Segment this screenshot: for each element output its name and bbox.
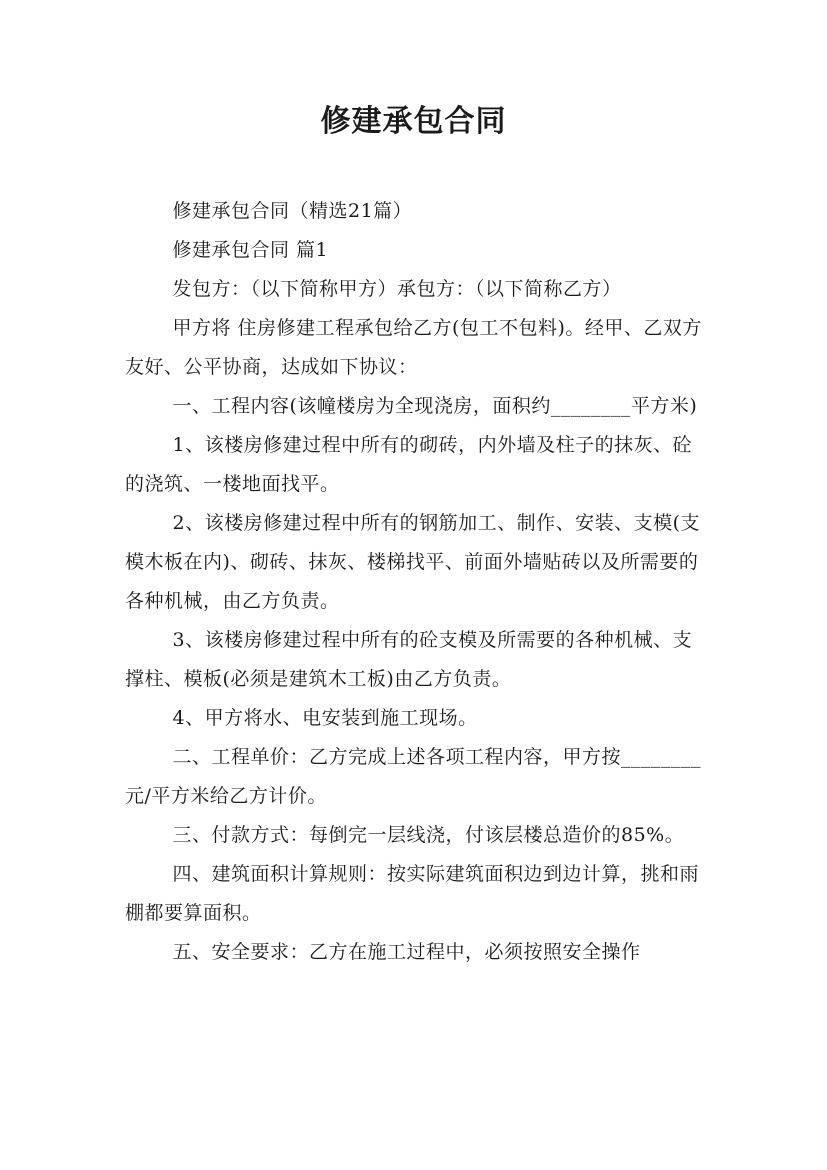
section-heading: 修建承包合同 篇1 (172, 239, 329, 261)
clause-payment: 三、付款方式：每倒完一层线浇，付该层楼总造价的85%。 (172, 824, 685, 846)
document-title: 修建承包合同 (320, 104, 507, 139)
contract-intro: 甲方将 住房修建工程承包给乙方(包工不包料)。经甲、乙双方友好、公平协商，达成如下协议： (125, 317, 702, 378)
clause-unit-price: 二、工程单价：乙方完成上述各项工程内容，甲方按________元/平方米给乙方计价。 (125, 746, 702, 807)
clause-work-content: 一、工程内容(该幢楼房为全现浇房，面积约________平方米) (172, 395, 698, 417)
clause-item-2: 2、该楼房修建过程中所有的钢筋加工、制作、安装、支模(支模木板在内)、砌砖、抹灰、楼梯找平、前面外墙贴砖以及所需要的各种机械，由乙方负责。 (125, 512, 701, 612)
clause-item-4: 4、甲方将水、电安装到施工现场。 (172, 707, 478, 729)
parties-line: 发包方：（以下简称甲方）承包方：（以下简称乙方） (172, 278, 622, 300)
clause-area-rule: 四、建筑面积计算规则：按实际建筑面积边到边计算，挑和雨棚都要算面积。 (125, 863, 700, 924)
clause-safety: 五、安全要求：乙方在施工过程中，必须按照安全操作 (172, 941, 641, 963)
clause-item-3: 3、该楼房修建过程中所有的砼支模及所需要的各种机械、支撑柱、模板(必须是建筑木工板)由乙方负责。 (125, 629, 693, 690)
clause-item-1: 1、该楼房修建过程中所有的砌砖，内外墙及柱子的抹灰、砼的浇筑、一楼地面找平。 (125, 434, 693, 495)
subtitle-line: 修建承包合同（精选21篇） (172, 200, 413, 222)
document-body (125, 192, 707, 972)
